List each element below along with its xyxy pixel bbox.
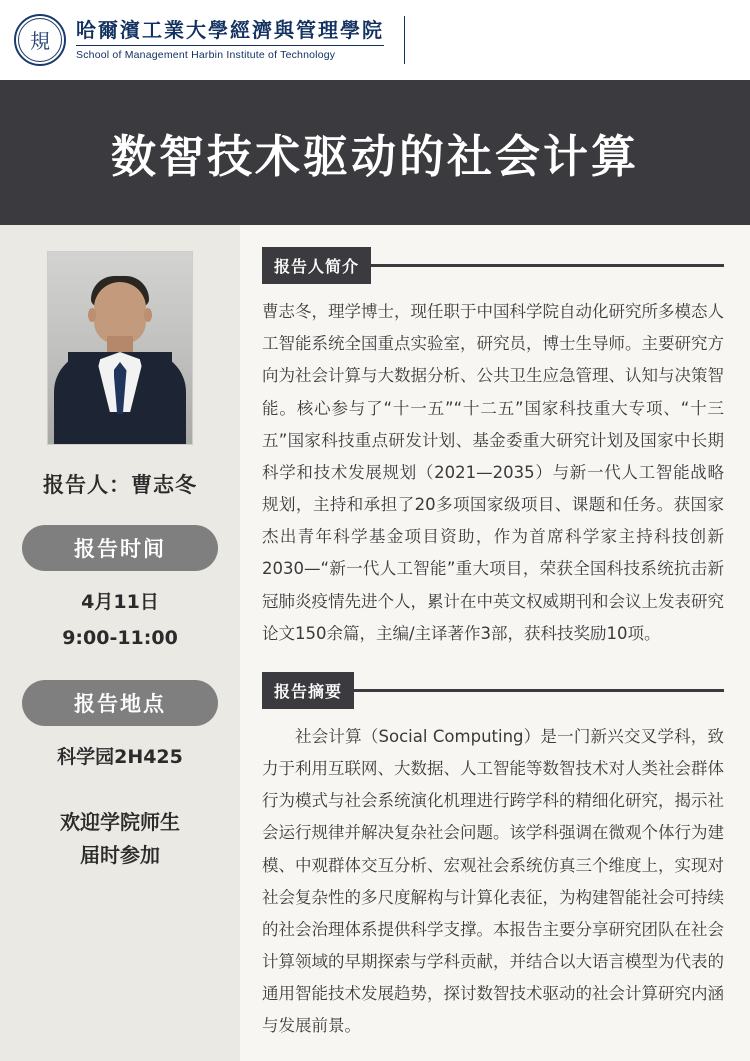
logo-divider	[404, 16, 405, 64]
speaker-name: 报告人：曹志冬	[43, 473, 197, 497]
university-name-en: School of Management Harbin Institute of Technology	[76, 45, 384, 63]
report-time: 9:00-11:00	[62, 627, 178, 650]
poster-body	[0, 225, 750, 1061]
welcome-note: 欢迎学院师生 届时参加	[60, 810, 180, 868]
poster-header	[0, 0, 750, 80]
section-header-abstract	[262, 672, 724, 709]
speaker-portrait	[47, 251, 193, 445]
section-header-bio	[262, 247, 724, 284]
university-name-cn: 哈爾濱工業大學經濟與管理學院	[76, 17, 384, 42]
section-text-bio: 曹志冬，理学博士，现任职于中国科学院自动化研究所多模态人工智能系统全国重点实验室，研究员，博士生导师。主要研究方向为社会计算与大数据分析、公共卫生应急管理、认知与决策智能。核心参与了“十一五”“十二五”国家科技重大专项、“十三五”国家科技重点研发计划、基金委重大研究计划及国家中长期科学和技术发展规划（2021—2035）与新一代人工智能战略规划，主持和承担了20多项国家级项目、课题和任务。获国家杰出青年科学基金项目资助，作为首席科学家主持科技创新2030—“新一代人工智能”重大项目，荣获全国科技系统抗击新冠肺炎疫情先进个人，累计在中英文权威期刊和会议上发表研究论文150余篇，主编/主译著作3部，获科技奖励10项。	[262, 302, 724, 643]
report-time-pill: 报告时间	[22, 525, 218, 571]
emblem-glyph: 規	[30, 29, 50, 53]
university-name-block	[76, 18, 384, 63]
right-panel	[240, 225, 750, 1061]
section-rule-abstract	[354, 689, 724, 692]
title-band	[0, 80, 750, 225]
page-title: 数智技术驱动的社会计算	[110, 130, 639, 183]
section-tab-abstract: 报告摘要	[262, 672, 354, 709]
report-venue-pill: 报告地点	[22, 680, 218, 726]
section-tab-bio: 报告人简介	[262, 247, 371, 284]
report-date: 4月11日	[81, 591, 159, 613]
university-logo	[14, 14, 405, 66]
left-panel	[0, 225, 240, 1061]
report-venue: 科学园2H425	[57, 745, 183, 768]
section-text-abstract: 社会计算（Social Computing）是一门新兴交叉学科，致力于利用互联网、大数据、人工智能等数智技术对人类社会群体行为模式与社会系统演化机理进行跨学科的精细化研究，揭示社会运行规律并解决复杂社会问题。该学科强调在微观个体行为建模、中观群体交互分析、宏观社会系统仿真三个维度上，实现对社会复杂性的多尺度解构与计算化表征，为构建智能社会可持续的社会治理体系提供科学支撑。本报告主要分享研究团队在社会计算领域的早期探索与学科贡献，并结合以大语言模型为代表的通用智能技术发展趋势，探讨数智技术驱动的社会计算研究内涵与发展前景。	[262, 726, 724, 1036]
hit-emblem-icon	[14, 14, 66, 66]
section-rule-bio	[371, 264, 724, 267]
